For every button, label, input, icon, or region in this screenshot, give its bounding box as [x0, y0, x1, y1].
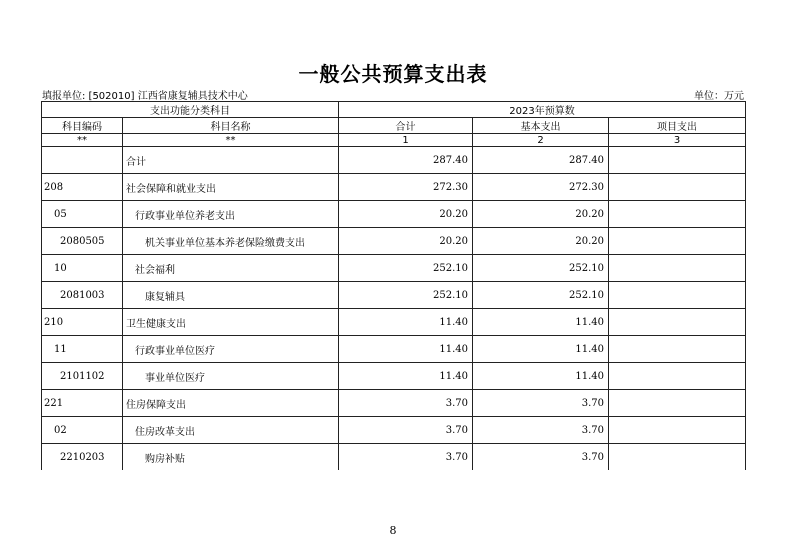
reporting-unit: 填报单位: [502010] 江西省康复辅具技术中心: [42, 91, 248, 102]
row-name: 事业单位医疗: [123, 363, 339, 390]
row-project: [609, 282, 746, 309]
row-code: 2080505: [42, 228, 123, 255]
row-total: 272.30: [339, 174, 473, 201]
row-name: 购房补贴: [123, 444, 339, 471]
row-total: 252.10: [339, 282, 473, 309]
row-basic: 11.40: [473, 336, 609, 363]
row-project: [609, 390, 746, 417]
row-project: [609, 336, 746, 363]
table-row: [42, 444, 746, 471]
row-name: 住房保障支出: [123, 390, 339, 417]
row-name: 行政事业单位养老支出: [123, 201, 339, 228]
table-row: [42, 390, 746, 417]
table-row: [42, 201, 746, 228]
row-basic: 11.40: [473, 309, 609, 336]
row-name: 合计: [123, 147, 339, 174]
row-project: [609, 174, 746, 201]
row-name: 行政事业单位医疗: [123, 336, 339, 363]
row-project: [609, 417, 746, 444]
row-code: 208: [42, 174, 123, 201]
table-row: [42, 336, 746, 363]
table-row: [42, 228, 746, 255]
row-name: 社会福利: [123, 255, 339, 282]
row-project: [609, 201, 746, 228]
row-name: 住房改革支出: [123, 417, 339, 444]
row-total: 20.20: [339, 201, 473, 228]
row-basic: 3.70: [473, 444, 609, 471]
row-code: 05: [42, 201, 123, 228]
row-code: 221: [42, 390, 123, 417]
row-basic: 11.40: [473, 363, 609, 390]
row-name: 康复辅具: [123, 282, 339, 309]
page-title: 一般公共预算支出表: [298, 62, 488, 86]
row-basic: 20.20: [473, 201, 609, 228]
table-row: [42, 255, 746, 282]
row-total: 3.70: [339, 444, 473, 471]
row-total: 3.70: [339, 417, 473, 444]
row-total: 11.40: [339, 309, 473, 336]
row-total: 3.70: [339, 390, 473, 417]
header-basic: 基本支出: [473, 118, 609, 134]
row-code: 2101102: [42, 363, 123, 390]
row-name: 社会保障和就业支出: [123, 174, 339, 201]
row-project: [609, 147, 746, 174]
row-basic: 3.70: [473, 417, 609, 444]
row-project: [609, 309, 746, 336]
row-basic: 272.30: [473, 174, 609, 201]
header-function-class: 支出功能分类科目: [42, 102, 339, 118]
header-index-2: 2: [473, 134, 609, 147]
table-row: [42, 309, 746, 336]
row-name: 机关事业单位基本养老保险缴费支出: [123, 228, 339, 255]
row-code: 02: [42, 417, 123, 444]
row-basic: 287.40: [473, 147, 609, 174]
currency-unit: 单位：万元: [694, 91, 744, 102]
row-code: 10: [42, 255, 123, 282]
table-row: [42, 174, 746, 201]
row-project: [609, 363, 746, 390]
header-total: 合计: [339, 118, 473, 134]
row-code: [42, 147, 123, 174]
row-code: 210: [42, 309, 123, 336]
row-basic: 252.10: [473, 282, 609, 309]
row-total: 11.40: [339, 363, 473, 390]
header-project: 项目支出: [609, 118, 746, 134]
header-index-3: 3: [609, 134, 746, 147]
row-name: 卫生健康支出: [123, 309, 339, 336]
table-row: [42, 147, 746, 174]
table-row: [42, 417, 746, 444]
row-project: [609, 444, 746, 471]
header-row-index: [42, 134, 746, 147]
expenditure-table: [41, 101, 746, 470]
page-number: 8: [389, 524, 397, 537]
row-total: 287.40: [339, 147, 473, 174]
header-name-mark: **: [123, 134, 339, 147]
row-total: 20.20: [339, 228, 473, 255]
row-basic: 3.70: [473, 390, 609, 417]
row-code: 2081003: [42, 282, 123, 309]
table-row: [42, 282, 746, 309]
row-code: 2210203: [42, 444, 123, 471]
header-code: 科目编码: [42, 118, 123, 134]
row-total: 11.40: [339, 336, 473, 363]
row-basic: 20.20: [473, 228, 609, 255]
header-row-group: [42, 102, 746, 118]
row-code: 11: [42, 336, 123, 363]
header-index-1: 1: [339, 134, 473, 147]
row-basic: 252.10: [473, 255, 609, 282]
row-total: 252.10: [339, 255, 473, 282]
header-row-columns: [42, 118, 746, 134]
header-code-mark: **: [42, 134, 123, 147]
header-budget-year: 2023年预算数: [339, 102, 746, 118]
header-name: 科目名称: [123, 118, 339, 134]
row-project: [609, 228, 746, 255]
row-project: [609, 255, 746, 282]
table-row: [42, 363, 746, 390]
